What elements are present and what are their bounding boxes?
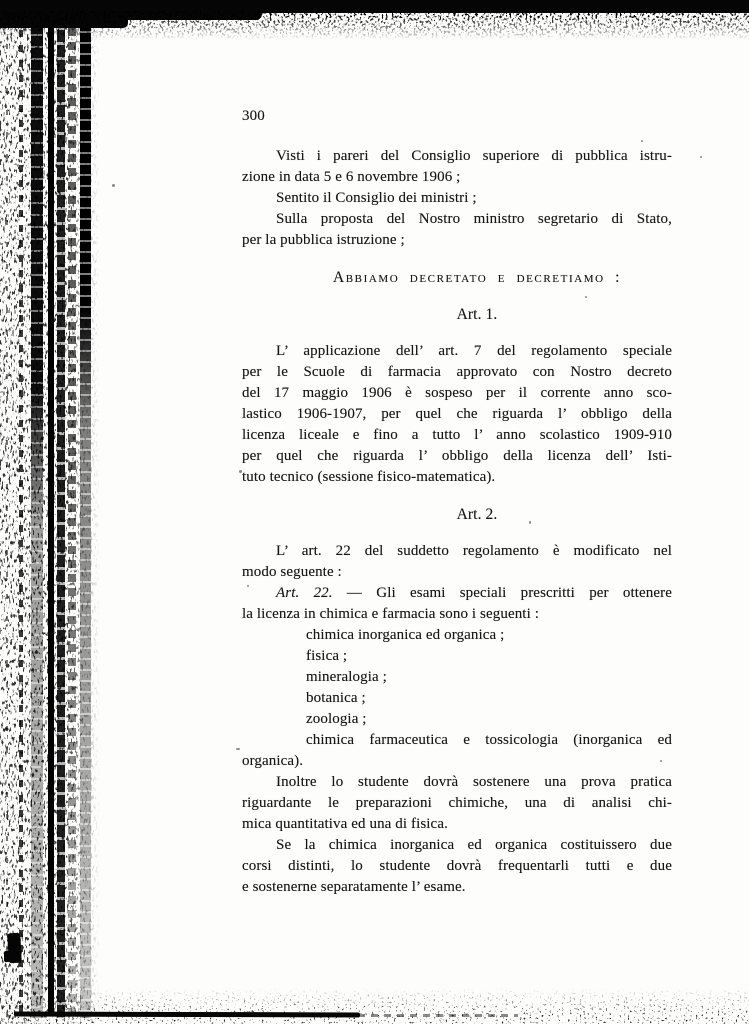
text-line: del 17 maggio 1906 è sospeso per il corrente anno sco-	[242, 385, 672, 401]
text-line: Sulla proposta del Nostro ministro segretario di Stato,	[276, 211, 672, 227]
text-line: organica).	[242, 753, 304, 769]
art22-rest: — Gli esami speciali prescritti per ottenere	[346, 585, 673, 601]
decree-heading: Abbiamo decretato e decretiamo :	[332, 269, 622, 286]
text-line: lastico 1906-1907, per quel che riguarda l’ obbligo della	[242, 406, 672, 422]
scan-speck	[112, 184, 115, 187]
binding-stripe	[57, 0, 65, 1018]
text-line: L’ applicazione dell’ art. 7 del regolamento speciale	[276, 343, 672, 359]
text-line: tuto tecnico (sessione fisico-matematica).	[242, 469, 496, 485]
paragraph-sulla-proposta	[242, 209, 672, 251]
text-line: e sostenerne separatamente l’ esame.	[242, 879, 466, 895]
exam-list-item: zoologia ;	[306, 711, 367, 727]
text-line: per le Scuole di farmacia approvato con Nostro decreto	[242, 364, 672, 380]
text-line: corsi distinti, lo studente dovrà frequentarli tutti e due	[242, 858, 672, 874]
art22-italic-lead: Art. 22.	[276, 585, 333, 601]
ink-blob-small	[4, 951, 10, 962]
bottom-scan-line-faint	[358, 1014, 518, 1017]
paragraph-visti	[242, 146, 672, 188]
binding-stripe	[68, 0, 76, 1018]
exam-list-item: fisica ;	[306, 648, 348, 664]
text-line: modo seguente :	[242, 564, 342, 580]
article-2-heading: Art. 2.	[456, 506, 498, 523]
text-line: licenza liceale e fino a tutto l’ anno scolastico 1909-910	[242, 427, 672, 443]
bottom-scan-line	[14, 1012, 360, 1018]
book-binding-edge	[0, 0, 96, 1024]
text-line: L’ art. 22 del suddetto regolamento è modificato nel	[276, 543, 672, 559]
page-content	[242, 106, 672, 898]
text-line: Visti i pareri del Consiglio superiore di pubblica istru-	[276, 148, 672, 164]
binding-stripe	[6, 0, 8, 1018]
exam-list-item: chimica farmaceutica e tossicologia (inorganica ed	[306, 732, 672, 748]
bottom-edge-noise	[0, 986, 749, 1024]
scan-speck	[700, 156, 702, 158]
text-line-art22	[242, 583, 672, 604]
exam-list-item: mineralogia ;	[306, 669, 387, 685]
text-line: Inoltre lo studente dovrà sostenere una prova pratica	[276, 774, 672, 790]
top-edge-band-corner	[0, 0, 128, 28]
binding-stripe	[48, 0, 54, 1016]
text-line: per la pubblica istruzione ;	[242, 232, 405, 248]
scan-speck	[236, 748, 240, 750]
text-line: zione in data 5 e 6 novembre 1906 ;	[242, 169, 461, 185]
binding-stripe	[80, 0, 91, 1018]
text-line: Se la chimica inorganica ed organica costituissero due	[276, 837, 672, 853]
text-line: mica quantitativa ed una di fisica.	[242, 816, 448, 832]
text-line: per quel che riguarda l’ obbligo della licenza dell’ Isti-	[242, 448, 672, 464]
exam-list-item: chimica inorganica ed organica ;	[306, 627, 505, 643]
binding-stripe	[19, 0, 23, 1018]
exam-list-item: botanica ;	[306, 690, 366, 706]
page-number: 300	[242, 108, 265, 124]
binding-stripe	[31, 0, 43, 1018]
article-2-body	[242, 541, 672, 898]
text-line: la licenza in chimica e farmacia sono i seguenti :	[242, 606, 539, 622]
article-1-body	[242, 341, 672, 488]
article-1-heading: Art. 1.	[456, 306, 498, 323]
paragraph-sentito	[242, 188, 672, 209]
text-line: riguardante le preparazioni chimiche, una di analisi chi-	[242, 795, 672, 811]
text-line: Sentito il Consiglio dei ministri ;	[276, 190, 477, 206]
